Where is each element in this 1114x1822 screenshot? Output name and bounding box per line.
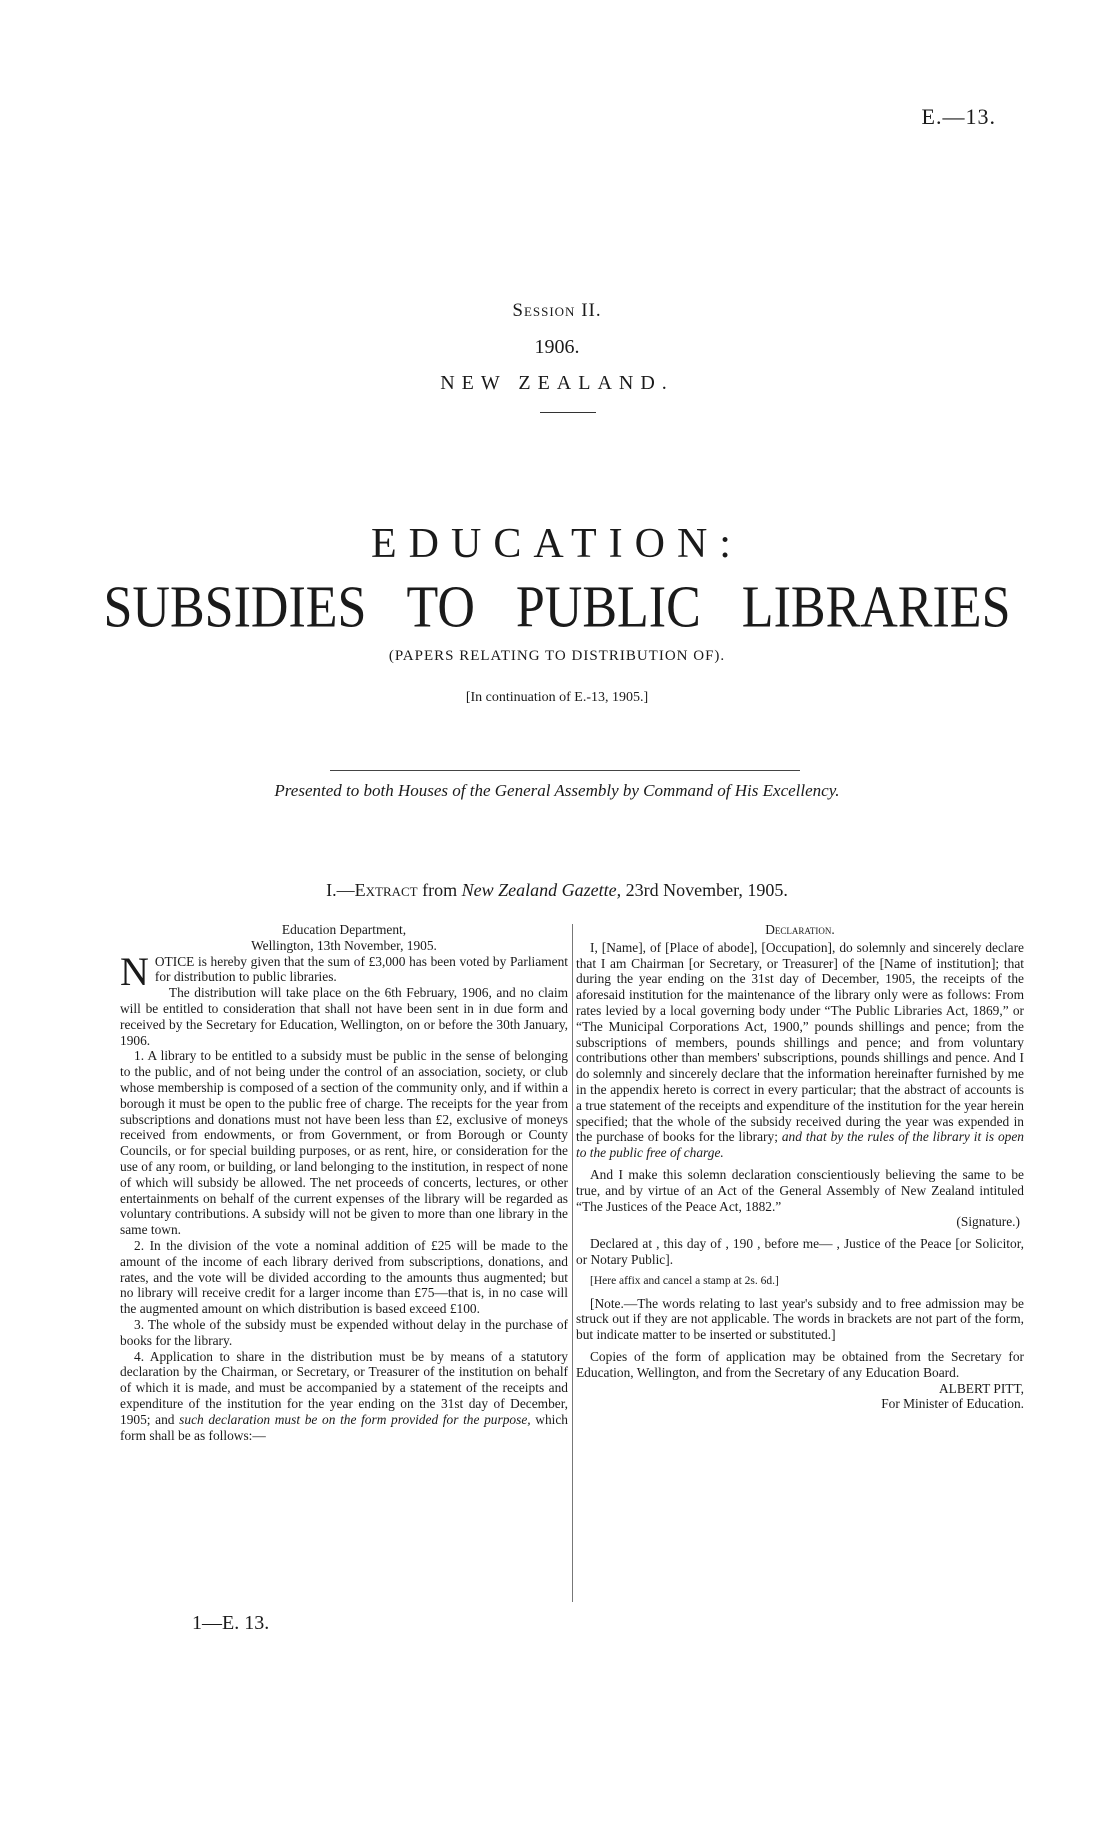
main-subtitle: SUBSIDIES TO PUBLIC LIBRARIES [103, 574, 1011, 641]
signer-title: For Minister of Education. [881, 1396, 1024, 1412]
declaration-paragraph-2: And I make this solemn declaration conscientiously believing the same to be true, and by virtue of an Act of the General Assembly of New Zealand intituled “The Justices of the Peace Act, 1882.” [576, 1166, 1024, 1214]
signer-name: ALBERT PITT, [939, 1380, 1024, 1396]
notice-text-5b: such declaration must be on the form provided for the purpose, [179, 1411, 531, 1427]
extract-from: from [417, 880, 462, 900]
continuation-note: [In continuation of E.-13, 1905.] [465, 690, 649, 705]
session-word: Session [512, 300, 576, 321]
declaration-text-1b: and that by the rules of the library it is open to the public free of charge. [576, 1129, 1024, 1161]
department: Education Department, [281, 922, 407, 937]
papers-note: (PAPERS RELATING TO DISTRIBUTION OF). [388, 648, 726, 664]
column-divider [572, 924, 573, 1602]
presented-line: Presented to both Houses of the General Assembly by Command of His Excellency. [274, 781, 840, 800]
country: NEW ZEALAND. [440, 372, 674, 394]
declaration-text-1: I, [Name], of [Place of abode], [Occupation], do solemnly and sincerely declare that I am Chairman [or Secretary, or Treasurer] of the [Name of institution]; that during the year ending on the 31st day of December, 1905, the receipts of the aforesaid institution for the maintenance of the library only were as follows: From rates levied by a local governing body under “The Public Libraries Act, 1869,” or “The Municipal Corporations Act, 1900,” pounds shillings and pence; from the subscriptions of members, pounds shillings and pence; and from voluntary contributions other than members' subscriptions, pounds shillings and pence. And I do solemnly and sincerely declare that the information hereinafter furnished by me in the appendix hereto is correct in every particular; that the abstract of accounts is a true statement of the receipts and expenditure of the institution for the year herein specified; that the whole of the subsidy received during the year was expended in the purchase of books for the library; [576, 939, 1024, 1145]
document-reference: E.—13. [921, 104, 996, 129]
stamp-note: [Here affix and cancel a stamp at 2s. 6d.] [590, 1274, 779, 1287]
notice-paragraph-5 [120, 1349, 568, 1444]
extract-word: Extract [354, 880, 418, 900]
header-rule [540, 412, 596, 413]
gazette-name: New Zealand Gazette, [461, 880, 622, 900]
notice-paragraph-2: 1. A library to be entitled to a subsidy must be public in the sense of belonging to the public, and of not being under the control of an association, society, or club whose membership is composed of a section of the community only, and if within a borough it must be open to the public free of charge. The receipts for the year from subscriptions and donations must not have been less than £2, exclusive of moneys received from endowments, or from Government, or from Borough or County Councils, or for special building purposes, or as rent, hire, or consideration for the use of any room, or building, or land belonging to the institution, in respect of none of which will subsidy be allowed. The net proceeds of concerts, lectures, or other entertainments on behalf of the current expenses of the library will be regarded as voluntary contributions. A subsidy will not be given to more than one library in the same town. [120, 1048, 569, 1238]
drop-cap: N [120, 948, 149, 994]
extract-date: 23rd November, 1905. [621, 880, 788, 900]
notice-paragraph-0 [120, 948, 568, 994]
notice-text-5a: 4. Application to share in the distribution must be by means of a statutory declaration by the Chairman, or Secretary, or Treasurer of the institution on behalf of which it is made, and must be accompanied by a statement of the receipts and expenditure of the institution for the year ending on the 31st day of December, 1905; and [120, 1348, 568, 1427]
notice-paragraph-1: The distribution will take place on the 6th February, 1906, and no claim will be entitled to consideration that shall not have been sent in in due form and received by the Secretary for Education, Wellington, on or before the 30th January, 1906. [120, 985, 568, 1048]
signature-line: (Signature.) [956, 1214, 1020, 1230]
declaration-paragraph-1 [576, 940, 1024, 1161]
notice-paragraph-4: 3. The whole of the subsidy must be expended without delay in the purchase of books for the library. [120, 1316, 568, 1348]
presented-rule [330, 770, 800, 771]
notice-text-0: OTICE is hereby given that the sum of £3,000 has been voted by Parliament for distribution to public libraries. [154, 953, 568, 985]
extract-prefix: I.— [326, 880, 355, 900]
main-title: EDUCATION: [371, 521, 743, 567]
declaration-column [576, 922, 1024, 1412]
note-paragraph: [Note.—The words relating to last year's subsidy and to free admission may be struck out if they are not applicable. The words in brackets are not part of the form, but indicate matter to be inserted or substituted.] [576, 1295, 1024, 1343]
notice-column [120, 922, 568, 1443]
page-footer: 1—E. 13. [192, 1612, 270, 1634]
notice-dateline: Wellington, 13th November, 1905. [251, 937, 437, 953]
session-number: II. [581, 300, 602, 321]
declared-at: Declared at , this day of , 190 , before me— , Justice of the Peace [or Solicitor, or Notary Public]. [576, 1236, 1024, 1267]
year: 1906. [534, 336, 580, 358]
declaration-heading: Declaration. [765, 922, 835, 937]
session-line [0, 300, 1114, 322]
notice-text-5c: which form shall be as follows:— [120, 1411, 568, 1443]
notice-paragraph-3: 2. In the division of the vote a nominal addition of £25 will be made to the amount of the income of each library derived from subscriptions, donations, and rates, and the vote will be divided according to the amounts thus augmented; but no library will receive credit for a larger income than £75—that is, in no case will the augmented amount on which distribution is based exceed £100. [120, 1237, 568, 1317]
extract-heading [0, 880, 1114, 901]
copies-paragraph: Copies of the form of application may be obtained from the Secretary for Education, Wellington, and from the Secretary of any Education Board. [576, 1348, 1024, 1380]
